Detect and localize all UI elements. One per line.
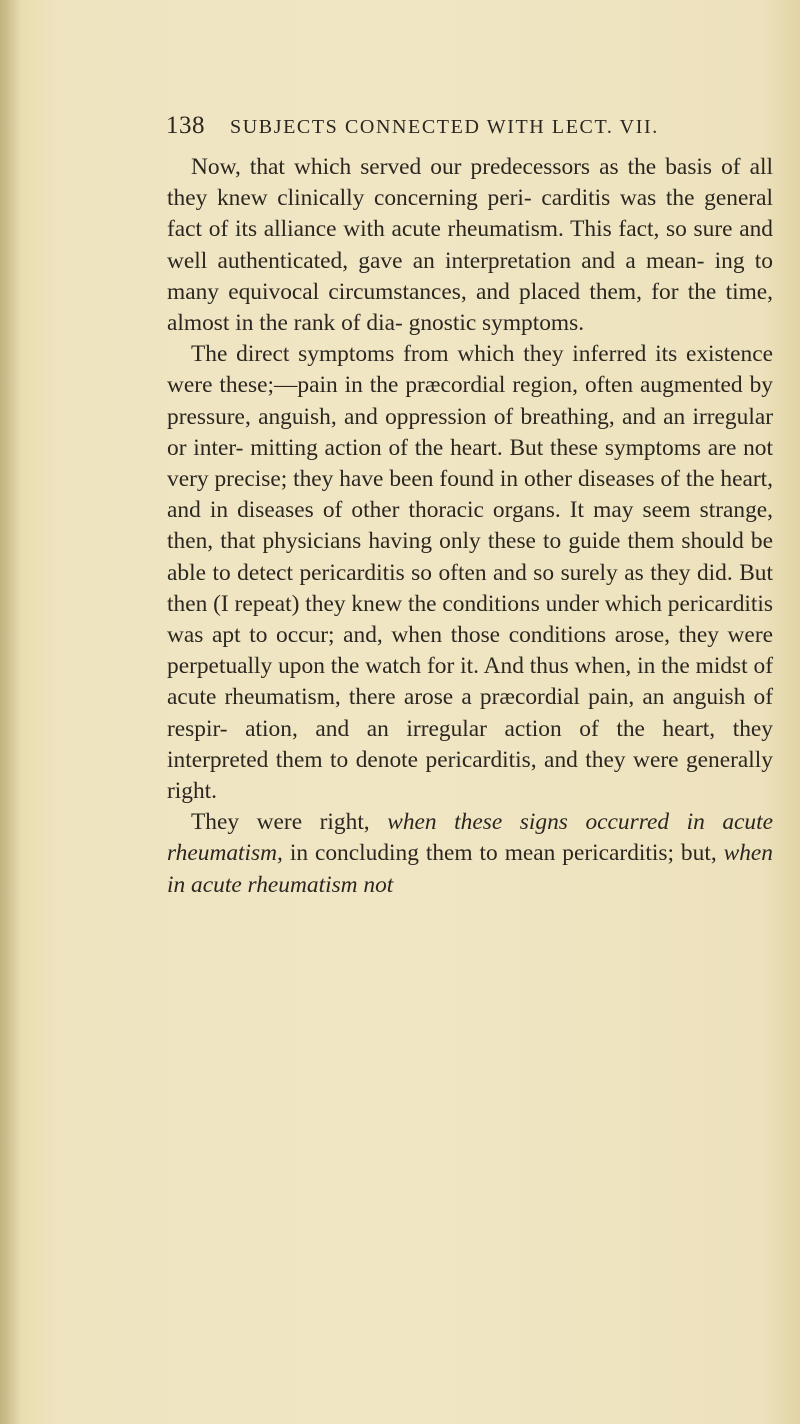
- paragraph-3-text-a: They were right,: [191, 809, 388, 836]
- paragraph-3: [167, 807, 773, 901]
- running-head: SUBJECTS CONNECTED WITH LECT. VII.: [230, 116, 659, 138]
- paragraph-3-text-b: in concluding them to mean pericarditis; but,: [282, 840, 724, 867]
- page-number: 138: [166, 112, 205, 139]
- paragraph-1: Now, that which served our predecessors as the basis of all they knew clinically concerning peri- carditis was the general fact of its alliance with acute rheumatism. This fact, so sure and well authenticated, gave an interpretation and a mean- ing to many equivocal circumstances, and placed them, for the time, almost in the rank of dia- gnostic symptoms.: [167, 154, 773, 337]
- paragraph-3-italic-a: when these signs occurred in acute rheumatism,: [167, 809, 774, 867]
- paragraph-2: The direct symptoms from which they inferred its existence were these;—pain in the præcordial region, often augmented by pressure, anguish, and oppression of breathing, and an irregular or inter- mitting action of the heart. But these symptoms are not very precise; they have been found in other diseases of the heart, and in diseases of other thoracic organs. It may seem strange, then, that physicians having only these to guide them should be able to detect pericarditis so often and so surely as they did. But then (I repeat) they knew the conditions under which pericarditis was apt to occur; and, when those conditions arose, they were perpetually upon the watch for it. And thus when, in the midst of acute rheumatism, there arose a præcordial pain, an anguish of respir- ation, and an irregular action of the heart, they interpreted them to denote pericarditis, and they were generally right.: [167, 341, 773, 805]
- spine-shadow: [0, 0, 22, 1424]
- body-text: [167, 152, 773, 901]
- paragraph-3-italic-b: when in acute rheumatism not: [167, 840, 773, 898]
- page-header: [166, 112, 776, 146]
